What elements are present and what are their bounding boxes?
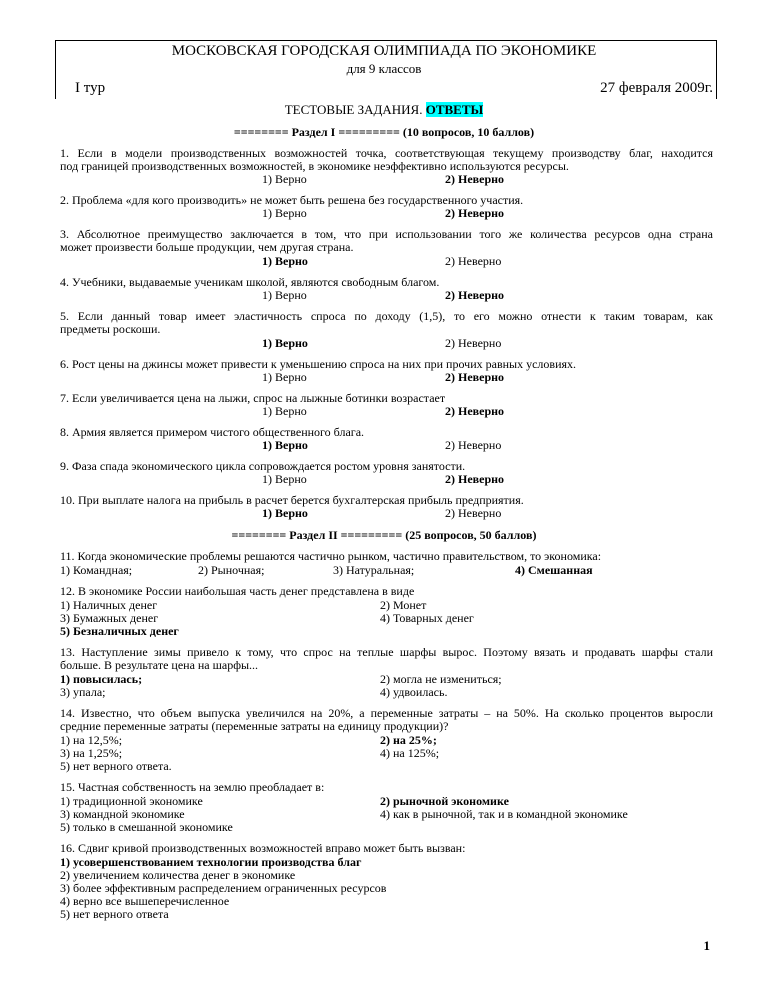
q15-answer-1: 1) традиционной экономике bbox=[60, 794, 203, 808]
q15-answer-2: 2) рыночной экономике bbox=[380, 794, 509, 808]
q14-text-line2: средние переменные затраты (переменные затраты на единицу продукции)? bbox=[60, 719, 449, 733]
q7-text: 7. Если увеличивается цена на лыжи, спрос на лыжные ботинки возрастает bbox=[60, 391, 446, 405]
q6-answer-1: 1) Верно bbox=[262, 370, 307, 384]
q16-answer-1: 1) усовершенствованием технологии производства благ bbox=[60, 855, 362, 869]
q12-text: 12. В экономике России наибольшая часть денег представлена в виде bbox=[60, 584, 415, 598]
q15-answer-3: 3) командной экономике bbox=[60, 807, 185, 821]
q7-answer-2: 2) Неверно bbox=[445, 404, 505, 418]
q5-answer-2: 2) Неверно bbox=[445, 336, 502, 350]
q4-text: 4. Учебники, выдаваемые ученикам школой, являются свободным благом. bbox=[60, 275, 440, 289]
q3-text-line1: 3. Абсолютное преимущество заключается в том, что при использовании того же количества ресурсов одна страна bbox=[60, 227, 713, 241]
q12-answer-3: 3) Бумажных денег bbox=[60, 611, 159, 625]
q16-text: 16. Сдвиг кривой производственных возможностей вправо может быть вызван: bbox=[60, 841, 466, 855]
q11-text: 11. Когда экономические проблемы решаются частично рынком, частично правительством, то экономика: bbox=[60, 549, 602, 563]
round-label: I тур bbox=[75, 80, 106, 96]
q9-answer-2: 2) Неверно bbox=[445, 472, 505, 486]
q14-text-line1: 14. Известно, что объем выпуска увеличился на 20%, а переменные затраты – на 50%. На сколько процентов выросли bbox=[60, 706, 713, 720]
q13-text-line2: больше. В результате цена на шарфы... bbox=[60, 658, 259, 672]
answers-highlight: ОТВЕТЫ bbox=[425, 102, 484, 117]
q15-answer-4: 4) как в рыночной, так и в командной экономике bbox=[380, 807, 628, 821]
q13-answer-1: 1) повысилась; bbox=[60, 672, 143, 686]
q9-text: 9. Фаза спада экономического цикла сопровождается ростом уровня занятости. bbox=[60, 459, 466, 473]
q14-answer-1: 1) на 12,5%; bbox=[60, 733, 123, 747]
q5-answer-1: 1) Верно bbox=[262, 336, 308, 350]
q14-answer-5: 5) нет верного ответа. bbox=[60, 759, 172, 773]
q12-answer-1: 1) Наличных денег bbox=[60, 598, 158, 612]
q11-answer-1: 1) Командная; bbox=[60, 563, 133, 577]
section-2-heading: ======== Раздел II ========= (25 вопросов, 50 баллов) bbox=[231, 528, 537, 542]
q1-text-line2: под границей производственных возможностей, в экономике неэффективно используются ресурсы. bbox=[60, 159, 569, 173]
q6-answer-2: 2) Неверно bbox=[445, 370, 505, 384]
q16-answer-2: 2) увеличением количества денег в экономике bbox=[60, 868, 296, 882]
q1-answer-1: 1) Верно bbox=[262, 172, 307, 186]
q12-answer-4: 4) Товарных денег bbox=[380, 611, 474, 625]
q2-text: 2. Проблема «для кого производить» не может быть решена без государственного участия. bbox=[60, 193, 524, 207]
q3-answer-1: 1) Верно bbox=[262, 254, 308, 268]
q5-text-line1: 5. Если данный товар имеет эластичность спроса по доходу (1,5), то его можно отнести к таким товарам, как bbox=[60, 309, 713, 323]
q10-answer-2: 2) Неверно bbox=[445, 506, 502, 520]
q11-answer-4: 4) Смешанная bbox=[515, 563, 593, 577]
test-title-text: ТЕСТОВЫЕ ЗАДАНИЯ. bbox=[284, 102, 426, 117]
q10-text: 10. При выплате налога на прибыль в расчет берется бухгалтерская прибыль предприятия. bbox=[60, 493, 524, 507]
date-label: 27 февраля 2009г. bbox=[600, 80, 713, 96]
q1-answer-2: 2) Неверно bbox=[445, 172, 505, 186]
q3-answer-2: 2) Неверно bbox=[445, 254, 502, 268]
q8-text: 8. Армия является примером чистого общественного блага. bbox=[60, 425, 365, 439]
q1-text-line1: 1. Если в модели производственных возможностей точка, соответствующая текущему производству благ, находится bbox=[60, 146, 713, 160]
test-title bbox=[0, 102, 768, 118]
q16-answer-4: 4) верно все вышеперечисленное bbox=[60, 894, 230, 908]
q10-answer-1: 1) Верно bbox=[262, 506, 308, 520]
q6-text: 6. Рост цены на джинсы может привести к уменьшению спроса на них при прочих равных условиях. bbox=[60, 357, 577, 371]
q11-answer-3: 3) Натуральная; bbox=[333, 563, 415, 577]
q11-answer-2: 2) Рыночная; bbox=[198, 563, 265, 577]
q13-text-line1: 13. Наступление зимы привело к тому, что спрос на теплые шарфы вырос. Поэтому вязать и продавать шарфы стали bbox=[60, 645, 713, 659]
q16-answer-5: 5) нет верного ответа bbox=[60, 907, 169, 921]
q9-answer-1: 1) Верно bbox=[262, 472, 307, 486]
q13-answer-3: 3) упала; bbox=[60, 685, 106, 699]
q14-answer-3: 3) на 1,25%; bbox=[60, 746, 123, 760]
q7-answer-1: 1) Верно bbox=[262, 404, 307, 418]
q8-answer-1: 1) Верно bbox=[262, 438, 308, 452]
q14-answer-4: 4) на 125%; bbox=[380, 746, 440, 760]
q4-answer-1: 1) Верно bbox=[262, 288, 307, 302]
q4-answer-2: 2) Неверно bbox=[445, 288, 505, 302]
q2-answer-1: 1) Верно bbox=[262, 206, 307, 220]
olympiad-title: МОСКОВСКАЯ ГОРОДСКАЯ ОЛИМПИАДА ПО ЭКОНОМИКЕ bbox=[171, 43, 597, 59]
q13-answer-2: 2) могла не измениться; bbox=[380, 672, 502, 686]
q15-answer-5: 5) только в смешанной экономике bbox=[60, 820, 233, 834]
q2-answer-2: 2) Неверно bbox=[445, 206, 505, 220]
q13-answer-4: 4) удвоилась. bbox=[380, 685, 448, 699]
q14-answer-2: 2) на 25%; bbox=[380, 733, 437, 747]
q15-text: 15. Частная собственность на землю преобладает в: bbox=[60, 780, 325, 794]
q5-text-line2: предметы роскоши. bbox=[60, 322, 161, 336]
page-number: 1 bbox=[703, 938, 710, 953]
q8-answer-2: 2) Неверно bbox=[445, 438, 502, 452]
grade-subtitle: для 9 классов bbox=[346, 61, 422, 76]
q12-answer-2: 2) Монет bbox=[380, 598, 427, 612]
q12-answer-5: 5) Безналичных денег bbox=[60, 624, 179, 638]
q16-answer-3: 3) более эффективным распределением ограниченных ресурсов bbox=[60, 881, 387, 895]
q3-text-line2: может произвести больше продукции, чем другая страна. bbox=[60, 240, 354, 254]
section-1-heading: ======== Раздел I ========= (10 вопросов, 10 баллов) bbox=[233, 125, 535, 139]
